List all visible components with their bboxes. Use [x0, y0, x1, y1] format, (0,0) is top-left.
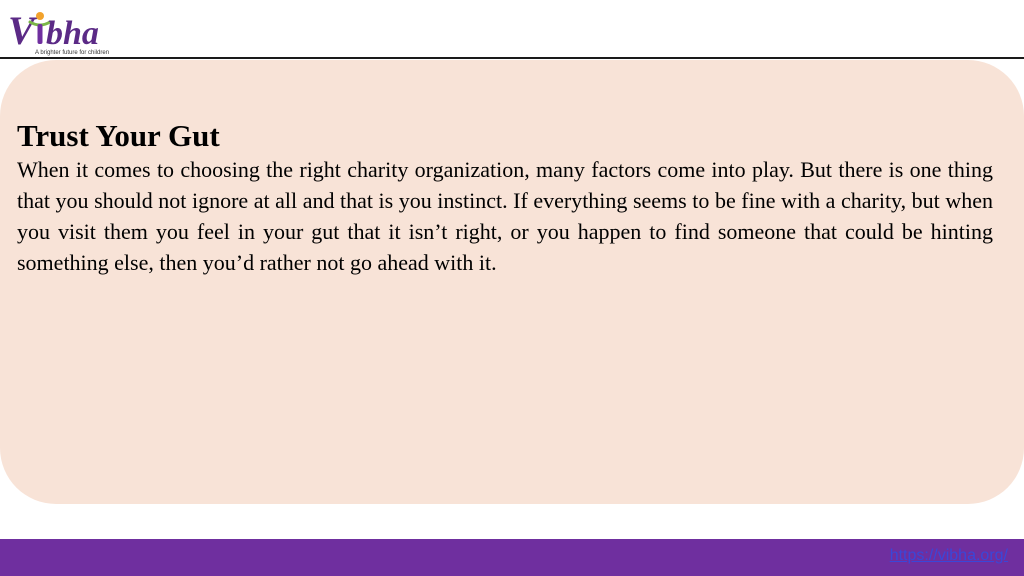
logo-graphic: [8, 4, 120, 56]
section-body-text: When it comes to choosing the right charity organization, many factors come into play. But there is one thing that you should not ignore at all and that is you instinct. If everything seems to be fine with a charity, but when you visit them you feel in your gut that it isn’t right, or you happen to find someone that could be hinting something else, then you’d rather not go ahead with it.: [17, 157, 993, 275]
section-title: Trust Your Gut: [17, 118, 220, 153]
footer-bar: [0, 539, 1024, 576]
logo-figure-body-icon: [38, 24, 43, 44]
vibha-logo[interactable]: [8, 4, 120, 56]
logo-tagline: A brighter future for children: [35, 50, 110, 56]
website-link[interactable]: https://vibha.org/: [889, 547, 1008, 564]
logo-letters-bha: bha: [46, 15, 99, 52]
content-panel: [0, 60, 1024, 504]
logo-letter-v: V: [8, 8, 35, 53]
logo-figure-head-icon: [36, 12, 44, 20]
header-divider: [0, 57, 1024, 59]
